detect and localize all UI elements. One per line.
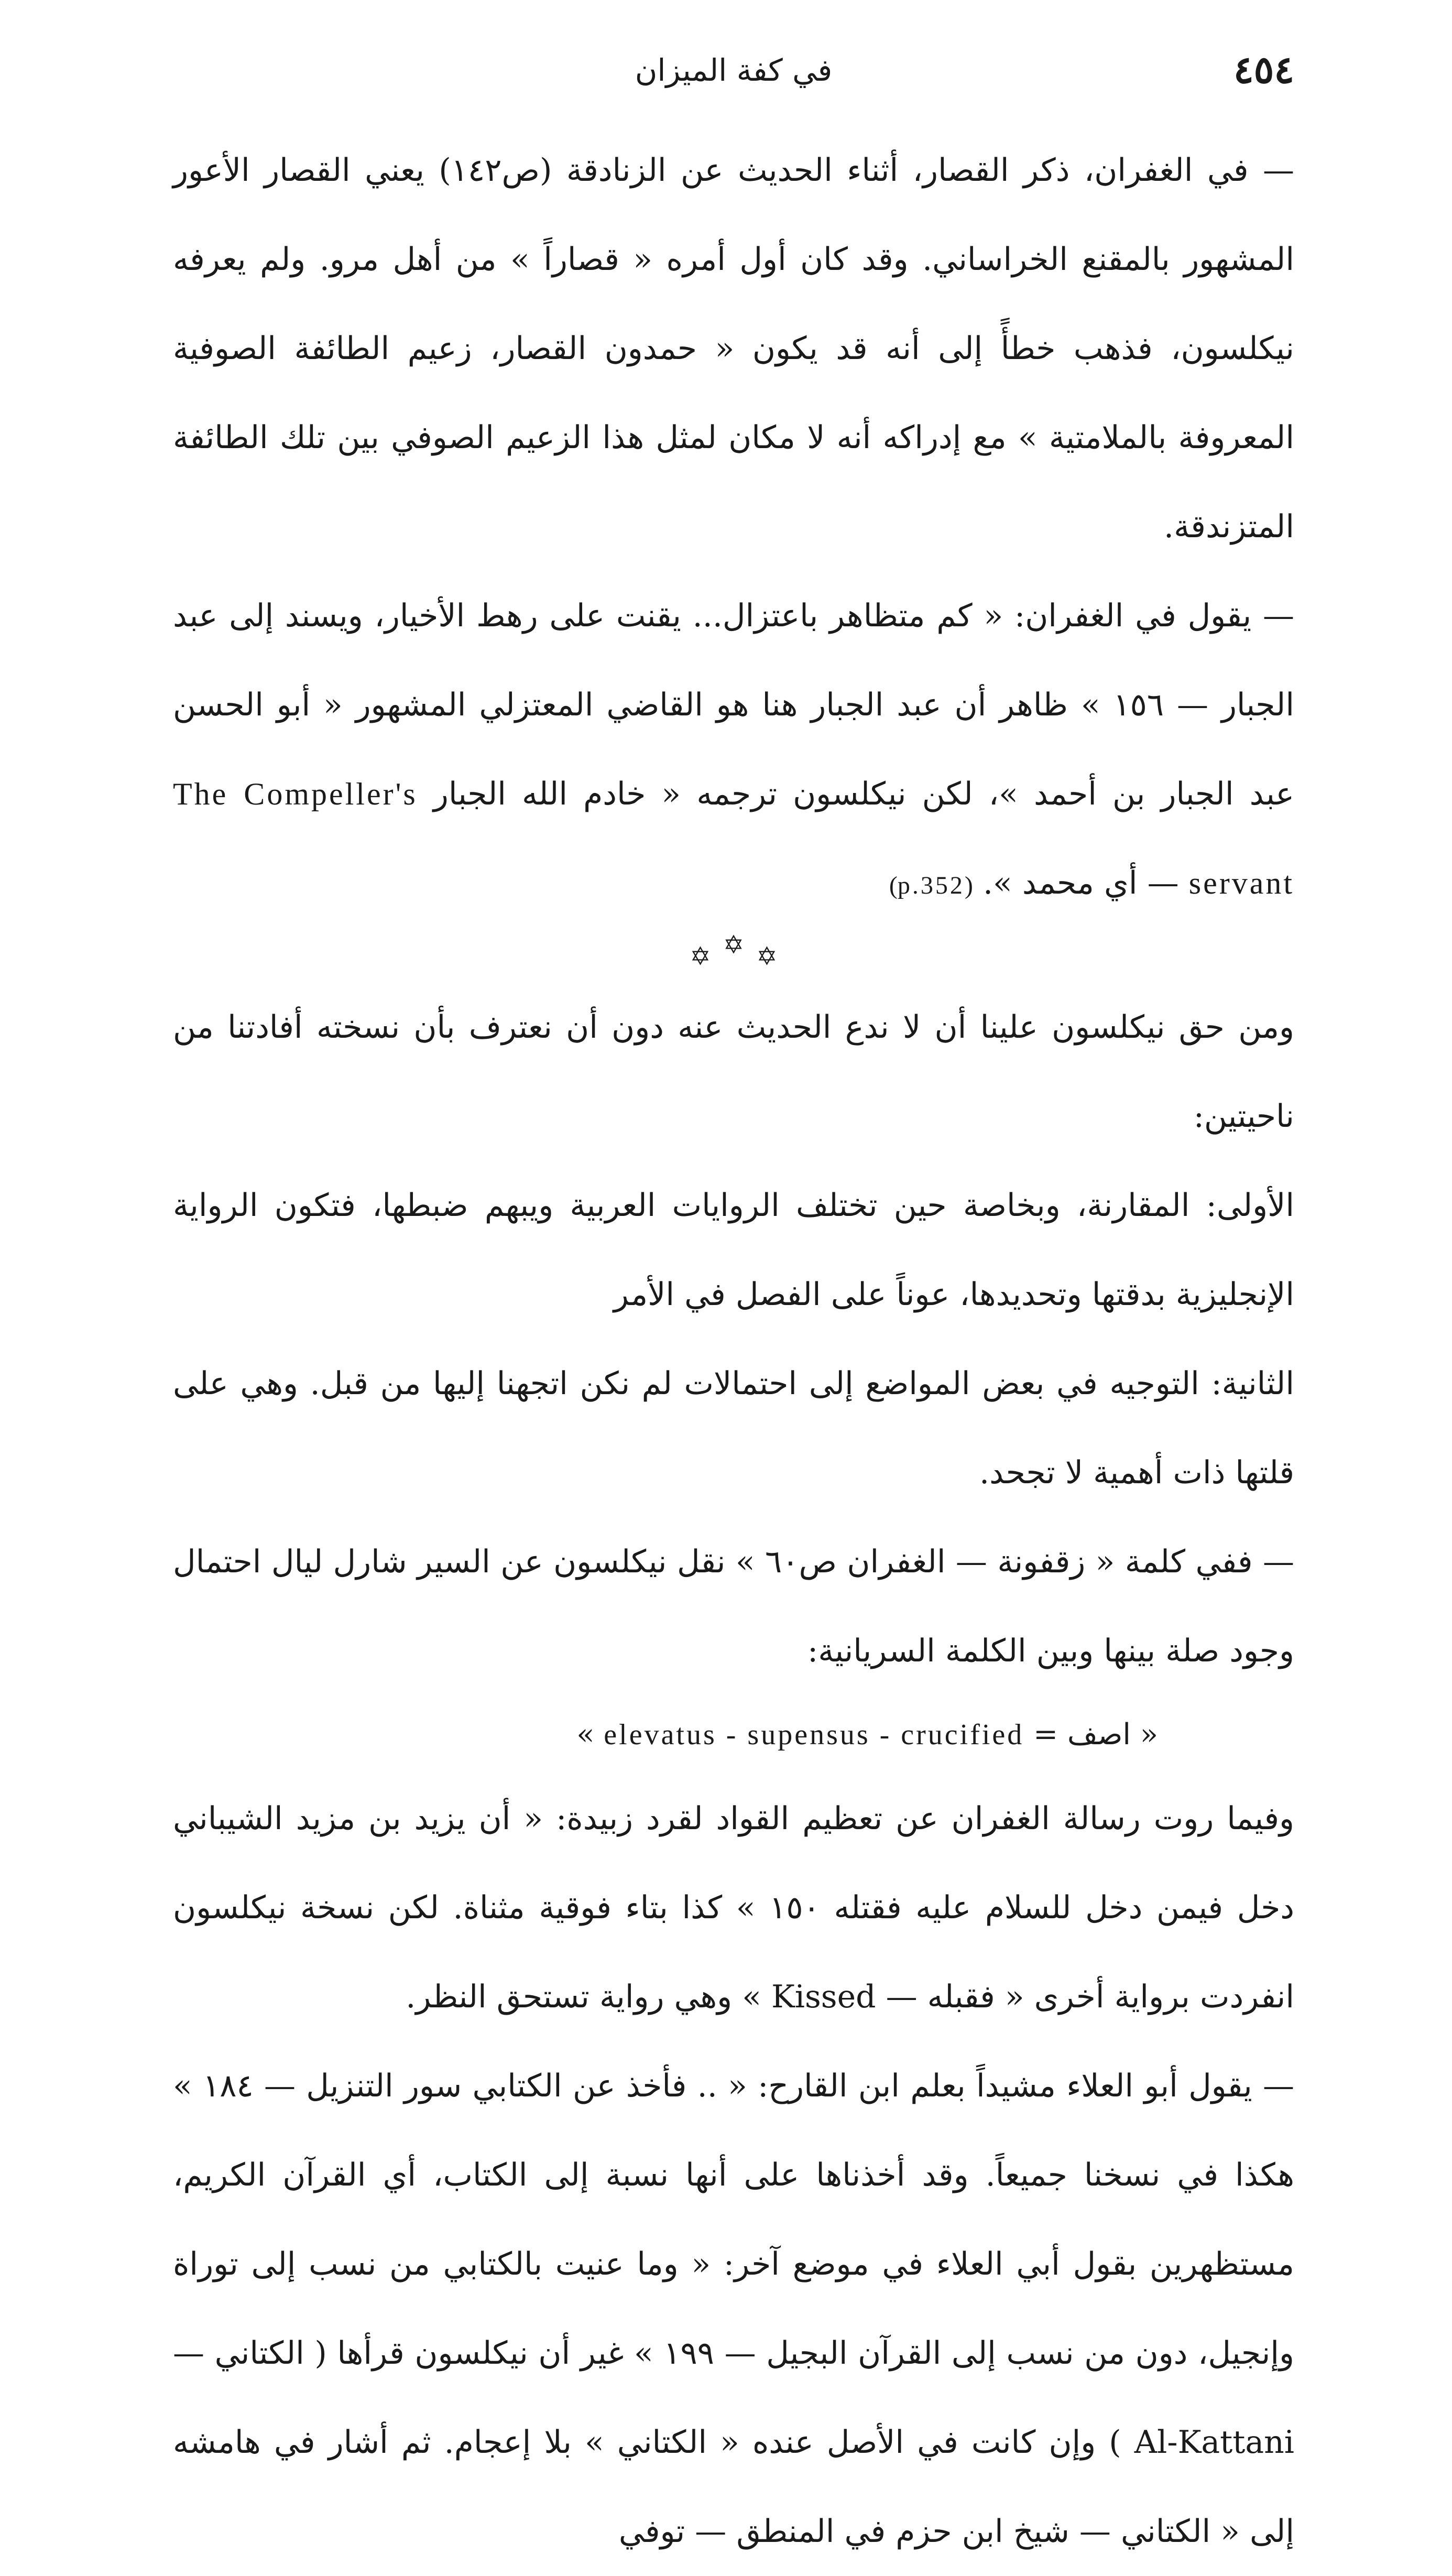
paragraph-second-benefit: الثانية: التوجيه في بعض المواضع إلى احتمالات لم نكن اتجهنا إليها من قبل. وهي على قلتها ذات أهمية لا تجحد. [173, 1365, 1294, 1491]
page-body [173, 126, 1294, 2576]
page-reference: (p.352) [889, 872, 973, 899]
paragraph-qassar: — في الغفران، ذكر القصار، أثناء الحديث عن الزنادقة (ص١٤٢) يعني القصار الأعور المشهور بالمقنع الخراساني. وقد كان أول أمره « قصاراً » من أهل مرو. ولم يعرفه نيكلسون، فذهب خطأً إلى أنه قد يكون « حمدون القصار، زعيم الطائفة الصوفية المعروفة بالملامتية » مع إدراكه أنه لا مكان لمثل هذا الزعيم الصوفي بين تلك الطائفة المتزندقة. [173, 152, 1294, 545]
paragraph-zaqfuna: — ففي كلمة « زقفونة — الغفران ص٦٠ » نقل نيكلسون عن السير شارل ليال احتمال وجود صلة بينها وبين الكلمة السريانية: [173, 1544, 1294, 1669]
paragraph-nicholson-intro: ومن حق نيكلسون علينا أن لا ندع الحديث عنه دون أن نعترف بأن نسخته أفادتنا من ناحيتين: [173, 1009, 1294, 1135]
star-icon: ✡ [690, 942, 711, 971]
formula-arabic: اصف [1067, 1718, 1131, 1752]
star-icon: ✡ [723, 930, 745, 960]
paragraph-kattani: — يقول أبو العلاء مشيداً بعلم ابن القارح: « .. فأخذ عن الكتابي سور التنزيل — ١٨٤ » هكذا في نسخنا جميعاً. وقد أخذناها على أنها نسبة إلى الكتاب، أي القرآن الكريم، مستظهرين بقول أبي العلاء في موضع آخر: « وما عنيت بالكتابي من نسب إلى توراة وإنجيل، دون من نسب إلى القرآن البجيل — ١٩٩ » غير أن نيكلسون قرأها ( الكتاني — Al-Kattani ) وإن كانت في الأصل عنده « الكتاني » بلا إعجام. ثم أشار في هامشه إلى « الكتاني — شيخ ابن حزم في المنطق — توفي [173, 2068, 1295, 2550]
book-page [173, 21, 1295, 2550]
paragraph-abd-al-jabbar-text: — يقول في الغفران: « كم متظاهر باعتزال... يقنت على رهط الأخيار، ويسند إلى عبد الجبار — ١٥٦ » ظاهر أن عبد الجبار هنا هو القاضي المعتزلي المشهور « أبو الحسن عبد الجبار بن أحمد »، لكن نيكلسون ترجمه « خادم الله الجبار [173, 597, 1295, 812]
star-icon: ✡ [756, 942, 778, 971]
paragraph-first-benefit: الأولى: المقارنة، وبخاصة حين تختلف الروايات العربية ويبهم ضبطها، فتكون الرواية الإنجليزية بدقتها وتحديدها، عوناً على الفصل في الأمر [173, 1187, 1294, 1313]
formula-equals: = [1033, 1718, 1058, 1752]
formula-latin: elevatus - supensus - crucified [604, 1719, 1024, 1751]
formula-close-quote: » [1140, 1718, 1158, 1752]
page-header [173, 47, 1294, 110]
page-number: ٤٥٤ [1233, 47, 1294, 92]
section-divider [173, 930, 1294, 983]
paragraph-abd-al-jabbar [173, 571, 1294, 930]
latin-gloss: The Compeller's servant [173, 777, 1294, 900]
paragraph-abd-al-jabbar-tail: — أي محمد ». [982, 865, 1179, 901]
formula-open-quote: « [576, 1718, 595, 1752]
paragraph-zubayda: وفيما روت رسالة الغفران عن تعظيم القواد لقرد زبيدة: « أن يزيد بن مزيد الشيباني دخل فيمن دخل للسلام عليه فقتله ١٥٠ » كذا بتاء فوقية مثناة. لكن نسخة نيكلسون انفردت برواية أخرى « فقبله — Kissed » وهي رواية تستحق النظر. [173, 1800, 1294, 2015]
running-title: في كفة الميزان [635, 52, 833, 88]
syriac-formula [173, 1695, 1294, 1774]
